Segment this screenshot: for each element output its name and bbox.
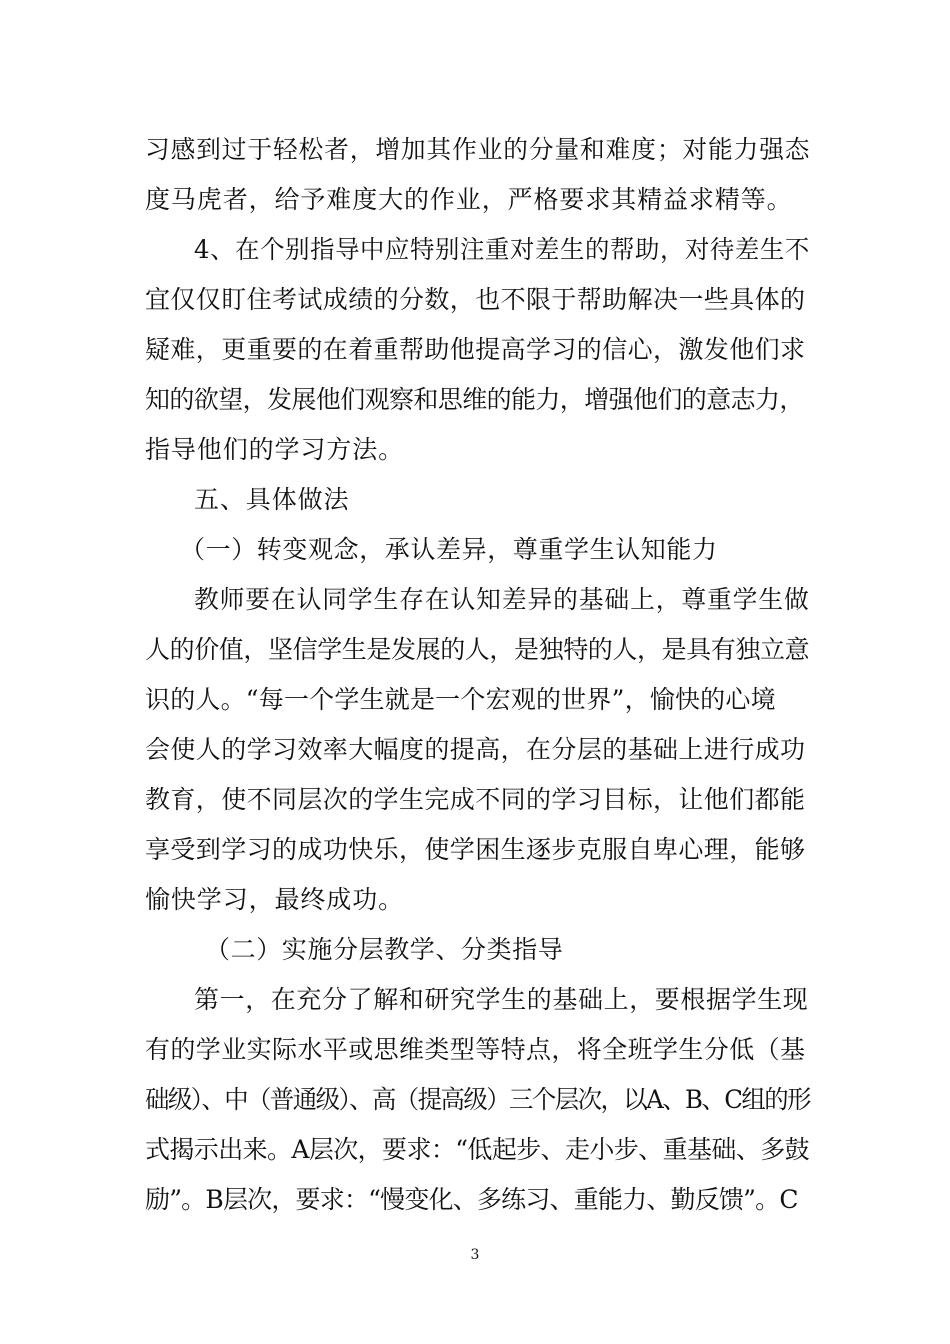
text-line: 励”。B层次，要求：“慢变化、多练习、重能力、勤反馈”。C — [145, 1185, 798, 1214]
section-heading: 五、具体做法 — [194, 485, 350, 514]
subsection-heading: （二）实施分层教学、分类指导 — [205, 935, 564, 964]
text-line: 指导他们的学习方法。 — [145, 435, 405, 464]
text-line: 人的价值，坚信学生是发展的人，是独特的人，是具有独立意 — [145, 635, 810, 664]
text-line: 愉快学习，最终成功。 — [145, 885, 405, 914]
text-line: 识的人。“每一个学生就是一个宏观的世界”，愉快的心境 — [145, 685, 776, 714]
subsection-heading: （一）转变观念，承认差异，尊重学生认知能力 — [180, 535, 718, 564]
text-line: 宜仅仅盯住考试成绩的分数，也不限于帮助解决一些具体的 — [145, 285, 806, 314]
text-line: 教育，使不同层次的学生完成不同的学习目标，让他们都能 — [145, 785, 806, 814]
text-line: 4、在个别指导中应特别注重对差生的帮助，对待差生不 — [194, 235, 810, 264]
text-line: 习感到过于轻松者，增加其作业的分量和难度；对能力强态 — [145, 135, 811, 164]
text-line: 度马虎者，给予难度大的作业，严格要求其精益求精等。 — [145, 185, 793, 214]
text-line: 教师要在认同学生存在认知差异的基础上，尊重学生做 — [194, 585, 810, 614]
text-line: 式揭示出来。A层次，要求：“低起步、走小步、重基础、多鼓 — [145, 1135, 810, 1164]
text-line: 知的欲望，发展他们观察和思维的能力，增强他们的意志力， — [145, 385, 804, 414]
text-line: 第一，在充分了解和研究学生的基础上，要根据学生现 — [194, 985, 809, 1014]
text-line: 享受到学习的成功快乐，使学困生逐步克服自卑心理，能够 — [145, 835, 806, 864]
text-line: 疑难，更重要的在着重帮助他提高学习的信心，激发他们求 — [145, 335, 806, 364]
page-number: 3 — [470, 1247, 480, 1263]
text-line: 有的学业实际水平或思维类型等特点，将全班学生分低（基 — [145, 1035, 806, 1064]
text-line: 会使人的学习效率大幅度的提高，在分层的基础上进行成功 — [145, 735, 806, 764]
text-line: 础级）、中（普通级）、高（提高级）三个层次，以A、B、C组的形 — [145, 1085, 810, 1114]
